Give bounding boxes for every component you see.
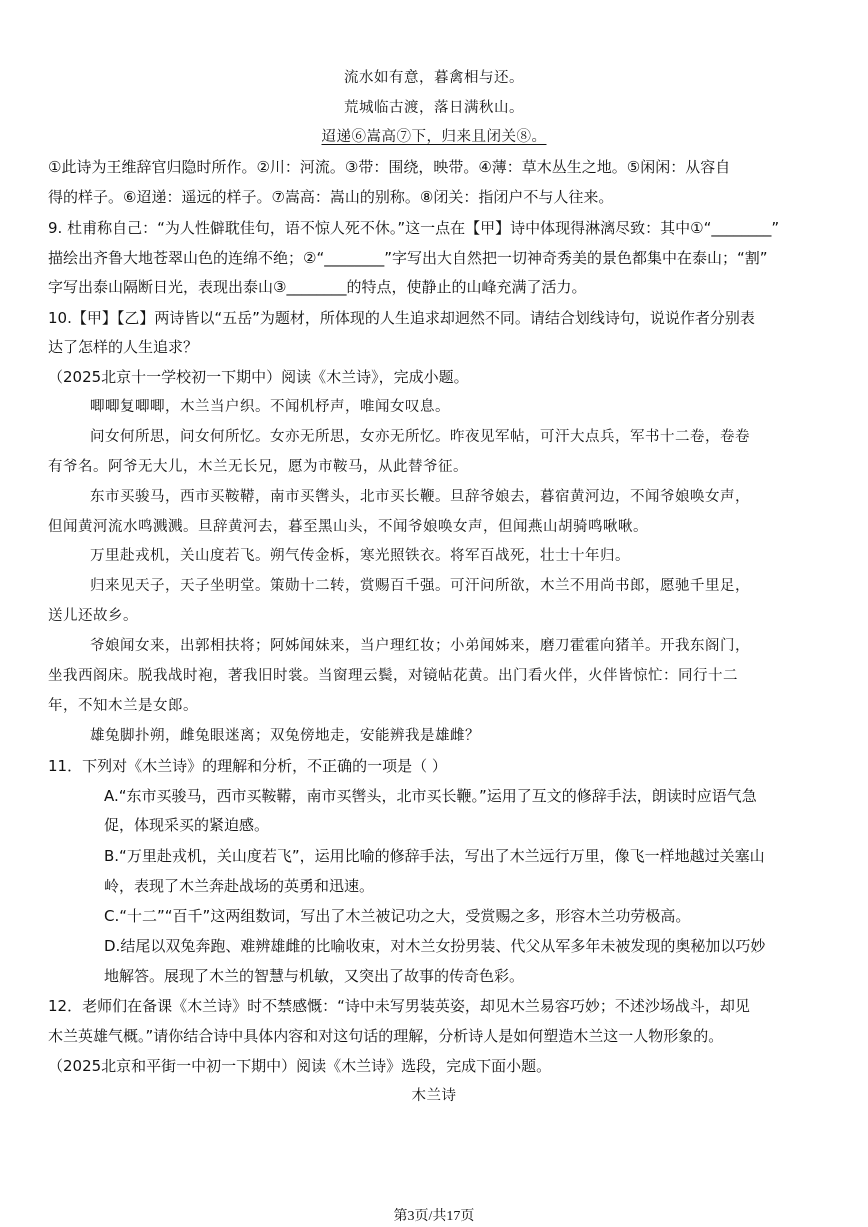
question-9-line: 9. 杜甫称自己：“为人性僻耽佳句，语不惊人死不休。”这一点在【甲】诗中体现得淋漓尽致：其中①“________” (48, 219, 780, 237)
mulan-text-line: 但闻黄河流水鸣溅溅。旦辞黄河去，暮至黑山头，不闻爷娘唤女声，但闻燕山胡骑鸣啾啾。 (48, 519, 648, 535)
question-10-line: 10.【甲】【乙】两诗皆以“五岳”为题材，所体现的人生追求却迥然不同。请结合划线诗句，说说作者分别表 (48, 309, 755, 327)
poem-line: 流水如有意，暮禽相与还。 (344, 70, 524, 86)
page-number: 第3页/共17页 (393, 1209, 475, 1224)
poem-line: 荒城临古渡，落日满秋山。 (344, 100, 524, 116)
question-12-line: 木兰英雄气概。”请你结合诗中具体内容和对这句话的理解，分析诗人是如何塑造木兰这一人物形象的。 (48, 1027, 724, 1045)
option-a-cont: 促，体现采买的紧迫感。 (104, 816, 270, 834)
poem-line-underlined: 迢递⑥嵩高⑦下，归来且闭关⑧。 (321, 129, 547, 145)
mulan-text-line: 爷娘闻女来，出郭相扶将；阿姊闻妹来，当户理红妆；小弟闻姊来，磨刀霍霍向猪羊。开我东阁门， (90, 638, 750, 654)
annotation-line: 得的样子。⑥迢递：遥远的样子。⑦嵩高：嵩山的别称。⑧闭关：指闭户不与人往来。 (48, 188, 614, 206)
mulan-text-line: 东市买骏马，西市买鞍鞯，南市买辔头，北市买长鞭。旦辞爷娘去，暮宿黄河边，不闻爷娘唤女声， (90, 489, 750, 505)
mulan-text-line: 年，不知木兰是女郎。 (48, 698, 198, 714)
reading-source-heading: （2025北京和平街一中初一下期中）阅读《木兰诗》选段，完成下面小题。 (48, 1057, 552, 1075)
question-9-line: 字写出泰山隔断日光，表现出泰山③________的特点，使静止的山峰充满了活力。 (48, 278, 587, 296)
option-b: B.“万里赴戎机，关山度若飞”，运用比喻的修辞手法，写出了木兰远行万里，像飞一样地越过关塞山 (104, 847, 765, 865)
question-9-line: 描绘出齐鲁大地苍翠山色的连绵不绝；②“________”字写出大自然把一切神奇秀美的景色都集中在泰山；“割” (48, 249, 768, 267)
mulan-text-line: 送儿还故乡。 (48, 608, 138, 624)
option-d-cont: 地解答。展现了木兰的智慧与机敏，又突出了故事的传奇色彩。 (104, 967, 525, 985)
mulan-text-line: 万里赴戎机，关山度若飞。朔气传金柝，寒光照铁衣。将军百战死，壮士十年归。 (90, 548, 630, 564)
option-d: D.结尾以双兔奔跑、难辨雄雌的比喻收束，对木兰女扮男装、代父从军多年未被发现的奥秘加以巧妙 (104, 937, 766, 955)
mulan-text-line: 归来见天子，天子坐明堂。策勋十二转，赏赐百千强。可汗问所欲，木兰不用尚书郎，愿驰千里足， (90, 578, 750, 594)
question-10-line: 达了怎样的人生追求？ (48, 338, 199, 356)
reading-source-heading: （2025北京十一学校初一下期中）阅读《木兰诗》，完成小题。 (48, 368, 469, 386)
question-12-line: 12．老师们在备课《木兰诗》时不禁感慨：“诗中未写男装英姿，却见木兰易容巧妙；不述沙场战斗，却见 (48, 997, 750, 1015)
question-11-stem: 11．下列对《木兰诗》的理解和分析，不正确的一项是（ ） (48, 757, 447, 775)
poem-title: 木兰诗 (411, 1088, 457, 1104)
option-b-cont: 岭，表现了木兰奔赴战场的英勇和迅速。 (104, 877, 375, 895)
annotation-line: ①此诗为王维辞官归隐时所作。②川：河流。③带：围绕，映带。④薄：草木丛生之地。⑤闲闲：从容自 (48, 158, 731, 176)
mulan-text-line: 有爷名。阿爷无大儿，木兰无长兄，愿为市鞍马，从此替爷征。 (48, 459, 468, 475)
option-c: C.“十二”“百千”这两组数词，写出了木兰被记功之大，受赏赐之多，形容木兰功劳极高。 (104, 907, 691, 925)
mulan-text-line: 唧唧复唧唧，木兰当户织。不闻机杼声，唯闻女叹息。 (90, 399, 450, 415)
mulan-text-line: 坐我西阁床。脱我战时袍，著我旧时裳。当窗理云鬓，对镜帖花黄。出门看火伴，火伴皆惊忙：同行十二 (48, 668, 738, 684)
option-a: A.“东市买骏马，西市买鞍鞯，南市买辔头，北市买长鞭。”运用了互文的修辞手法，朗读时应语气急 (104, 787, 757, 805)
mulan-text-line: 问女何所思，问女何所忆。女亦无所思，女亦无所忆。昨夜见军帖，可汗大点兵，军书十二卷，卷卷 (90, 429, 750, 445)
mulan-text-line: 雄兔脚扑朔，雌兔眼迷离；双兔傍地走，安能辨我是雄雌？ (90, 728, 480, 744)
